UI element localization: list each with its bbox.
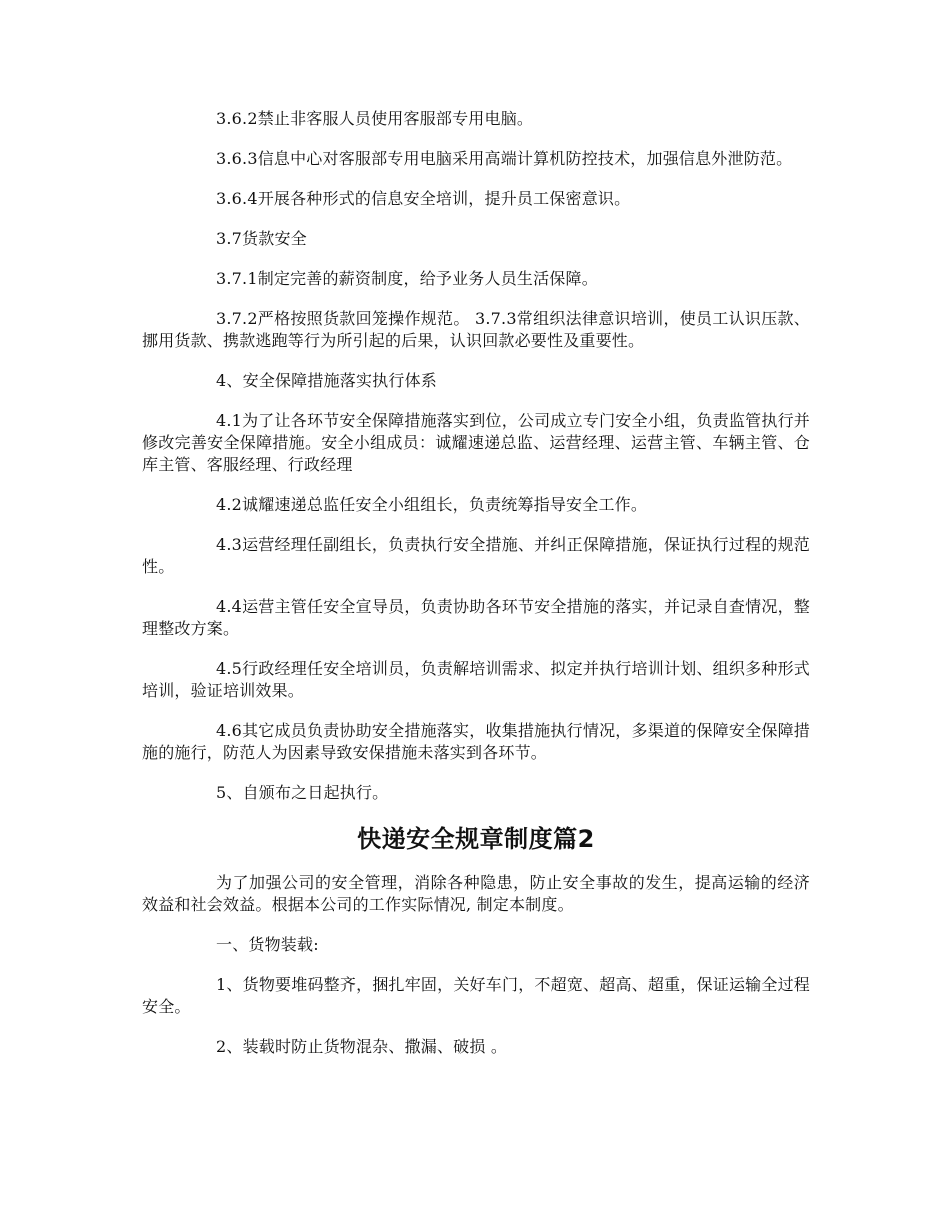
subheading-cargo-loading: 一、货物装载: — [216, 935, 319, 954]
subheading-3-7: 3.7货款安全 — [216, 229, 307, 248]
paragraph-3-6-4: 3.6.4开展各种形式的信息安全培训，提升员工保密意识。 — [216, 189, 631, 208]
paragraph-3-7-1: 3.7.1制定完善的薪资制度，给予业务人员生活保障。 — [216, 269, 598, 288]
paragraph-3-6-2: 3.6.2禁止非客服人员使用客服部专用电脑。 — [216, 109, 534, 128]
paragraph-loading-1: 1、货物要堆码整齐，捆扎牢固，关好车门，不超宽、超高、超重，保证运输全过程安全。 — [142, 975, 810, 1016]
paragraph-4-5: 4.5行政经理任安全培训员，负责解培训需求、拟定并执行培训计划、组织多种形式培训，验证培训效果。 — [142, 659, 810, 700]
paragraph-3-7-2: 3.7.2严格按照货款回笼操作规范。 3.7.3常组织法律意识培训，使员工认识压款、挪用货款、携款逃跑等行为所引起的后果，认识回款必要性及重要性。 — [142, 309, 810, 350]
paragraph-4-3: 4.3运营经理任副组长，负责执行安全措施、并纠正保障措施，保证执行过程的规范性。 — [142, 535, 810, 576]
paragraph-4-6: 4.6其它成员负责协助安全措施落实，收集措施执行情况，多渠道的保障安全保障措施的施行，防范人为因素导致安保措施未落实到各环节。 — [142, 721, 810, 762]
paragraph-5: 5、自颁布之日起执行。 — [216, 783, 389, 802]
document-page — [142, 108, 810, 1076]
paragraph-4-2: 4.2诚耀速递总监任安全小组组长，负责统筹指导安全工作。 — [216, 495, 648, 514]
intro-paragraph: 为了加强公司的安全管理，消除各种隐患，防止安全事故的发生，提高运输的经济效益和社会效益。根据本公司的工作实际情况, 制定本制度。 — [142, 873, 810, 914]
section-title: 快递安全规章制度篇2 — [357, 825, 595, 853]
paragraph-4-1: 4.1为了让各环节安全保障措施落实到位，公司成立专门安全小组，负责监管执行并修改完善安全保障措施。安全小组成员：诚耀速递总监、运营经理、运营主管、车辆主管、仓库主管、客服经理、行政经理 — [142, 411, 810, 474]
subheading-4: 4、安全保障措施落实执行体系 — [216, 371, 437, 390]
paragraph-loading-2: 2、装载时防止货物混杂、撒漏、破损 。 — [216, 1037, 508, 1056]
paragraph-4-4: 4.4运营主管任安全宣导员，负责协助各环节安全措施的落实，并记录自查情况，整理整改方案。 — [142, 597, 810, 638]
paragraph-3-6-3: 3.6.3信息中心对客服部专用电脑采用高端计算机防控技术，加强信息外泄防范。 — [216, 149, 793, 168]
